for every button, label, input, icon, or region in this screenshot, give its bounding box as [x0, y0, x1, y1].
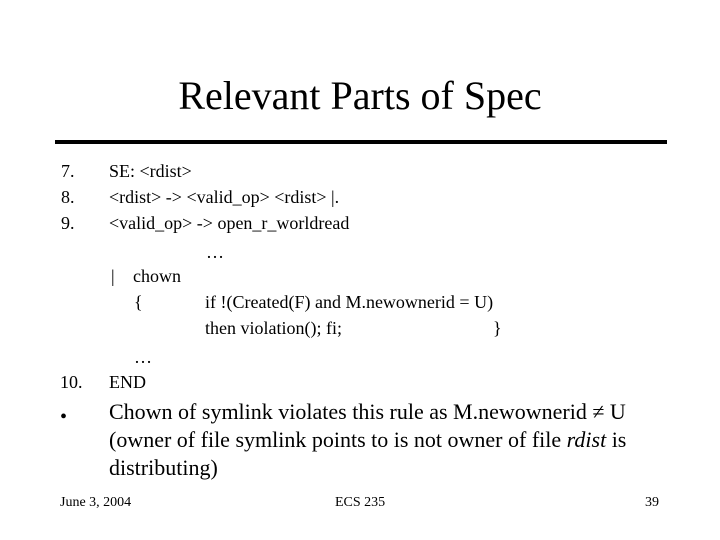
spec-open-brace: {: [134, 292, 143, 312]
spec-ellipsis-1: …: [206, 242, 224, 262]
spec-line-9: <valid_op> -> open_r_worldread: [109, 213, 350, 233]
bullet-text: [109, 398, 654, 482]
footer-date: June 3, 2004: [60, 495, 132, 510]
spec-then: then violation(); fi;: [205, 318, 342, 338]
line-number-10: 10.: [60, 372, 83, 392]
spec-line-7: SE: <rdist>: [109, 161, 192, 181]
line-number-9: 9.: [61, 213, 75, 233]
bullet-text-italic: rdist: [566, 427, 607, 452]
bullet-text-end: is distributing): [109, 427, 627, 480]
footer-page-number: 39: [645, 495, 659, 510]
slide-title: Relevant Parts of Spec: [178, 73, 542, 118]
line-number-8: 8.: [61, 187, 75, 207]
spec-ellipsis-2: …: [134, 347, 152, 367]
spec-line-8: <rdist> -> <valid_op> <rdist> |.: [109, 187, 340, 207]
spec-close-brace: }: [493, 318, 502, 338]
line-number-7: 7.: [61, 161, 75, 181]
spec-chown: chown: [133, 266, 181, 286]
bullet-mark: •: [60, 406, 68, 428]
bullet-text-start: Chown of symlink violates this rule as M.newownerid ≠ U (owner of file symlink points to is not owner of file: [109, 399, 626, 452]
spec-chown-bar: |: [111, 266, 115, 286]
footer-course: ECS 235: [335, 495, 386, 510]
spec-condition: if !(Created(F) and M.newownerid = U): [205, 292, 494, 312]
title-rule: [55, 140, 667, 144]
spec-end: END: [109, 372, 146, 392]
